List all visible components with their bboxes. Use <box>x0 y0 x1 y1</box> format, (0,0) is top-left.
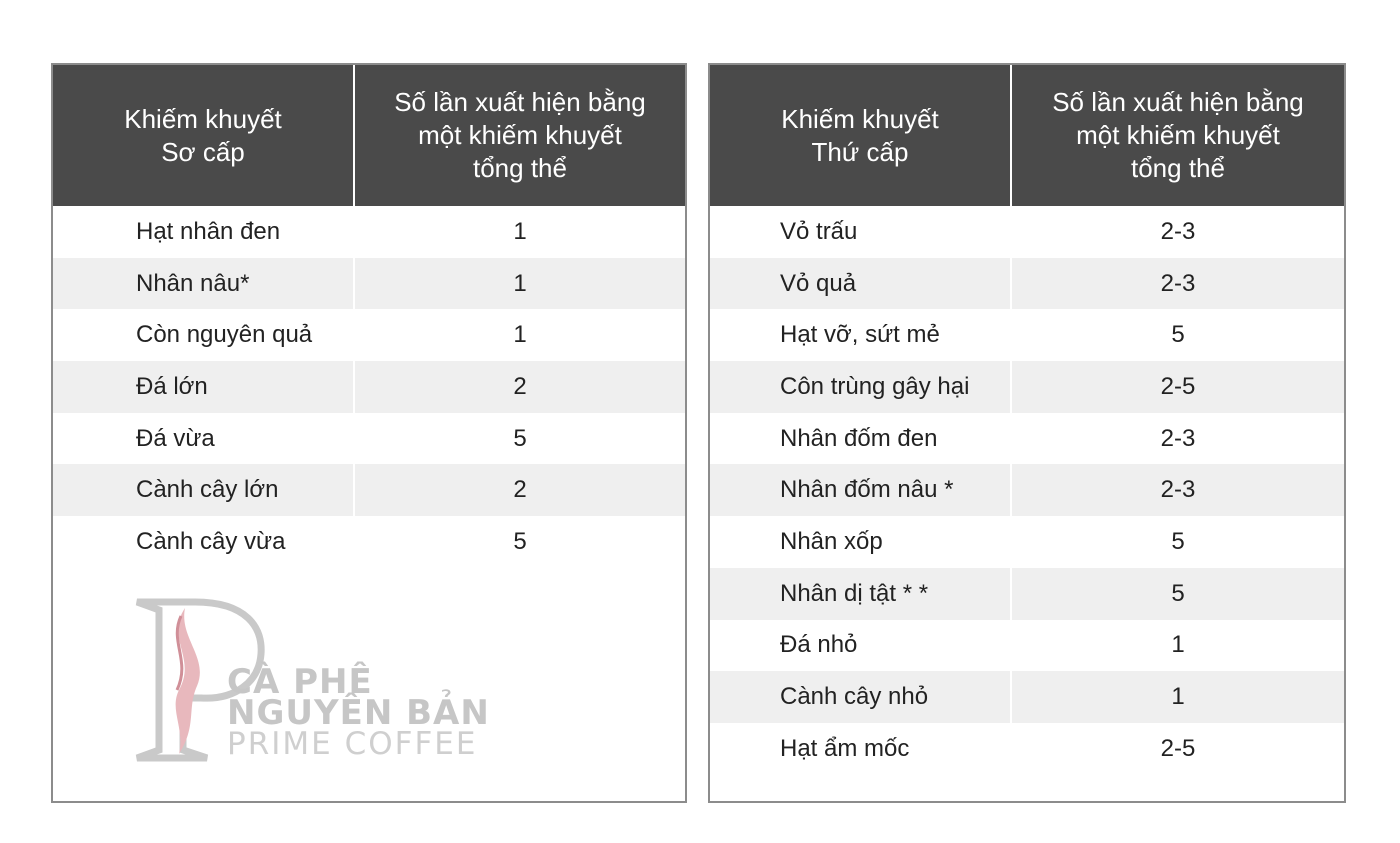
header-defect-primary: Khiếm khuyết Sơ cấp <box>53 65 355 206</box>
defect-count-cell: 2-3 <box>1160 269 1196 297</box>
defect-name-cell: Vỏ quả <box>710 258 1012 310</box>
defect-count-cell: 1 <box>513 217 527 245</box>
defect-count-cell: 2 <box>513 372 527 400</box>
defect-name-cell: Cành cây nhỏ <box>710 671 1012 723</box>
table-row <box>53 516 685 568</box>
table-row <box>53 361 685 413</box>
defect-name-cell: Đá lớn <box>53 361 355 413</box>
defect-count-cell: 1 <box>513 321 527 349</box>
table-row <box>710 258 1344 310</box>
secondary-defects-table <box>708 63 1346 803</box>
table-row <box>53 413 685 465</box>
table-row <box>710 568 1344 620</box>
table-row <box>710 516 1344 568</box>
table-body <box>710 206 1344 775</box>
watermark-line-3: PRIME COFFEE <box>227 726 478 762</box>
header-count: Số lần xuất hiện bằng một khiếm khuyết tổng thể <box>1052 87 1304 183</box>
defect-count-cell: 2-5 <box>1160 734 1196 762</box>
defect-count-cell: 2-3 <box>1160 424 1196 452</box>
prime-coffee-watermark-logo <box>135 598 505 763</box>
table-row <box>710 620 1344 672</box>
defect-name-cell: Đá vừa <box>53 413 355 465</box>
defect-name-cell: Nhân nâu* <box>53 258 355 310</box>
table-row <box>53 258 685 310</box>
defect-name-cell: Cành cây lớn <box>53 464 355 516</box>
defect-name-cell: Nhân đốm nâu * <box>710 464 1012 516</box>
defect-count-cell: 5 <box>1171 579 1185 607</box>
defect-count-cell: 5 <box>1171 527 1185 555</box>
table-row <box>710 361 1344 413</box>
defect-name-cell: Hạt nhân đen <box>53 206 355 258</box>
table-row <box>53 309 685 361</box>
defect-name-cell: Vỏ trấu <box>710 206 1012 258</box>
table-body <box>53 206 685 568</box>
defect-count-cell: 2 <box>513 476 527 504</box>
defect-count-cell: 2-5 <box>1160 372 1196 400</box>
defect-count-cell: 5 <box>1171 321 1185 349</box>
defect-name-cell: Cành cây vừa <box>53 516 355 568</box>
defect-count-cell: 1 <box>1171 683 1185 711</box>
defect-name-cell: Còn nguyên quả <box>53 309 355 361</box>
table-row <box>710 413 1344 465</box>
defect-count-cell: 2-3 <box>1160 476 1196 504</box>
table-row <box>710 671 1344 723</box>
watermark-line-1: CÀ PHÊ <box>227 662 373 702</box>
defect-name-cell: Côn trùng gây hại <box>710 361 1012 413</box>
defect-count-cell: 1 <box>1171 631 1185 659</box>
defect-name-cell: Nhân xốp <box>710 516 1012 568</box>
defect-name-cell: Nhân đốm đen <box>710 413 1012 465</box>
defect-name-cell: Hạt ẩm mốc <box>710 723 1012 775</box>
defect-count-cell: 5 <box>513 424 527 452</box>
watermark-line-2: NGUYÊN BẢN <box>227 693 490 733</box>
table-row <box>710 723 1344 775</box>
defect-name-cell: Hạt vỡ, sứt mẻ <box>710 309 1012 361</box>
table-row <box>53 464 685 516</box>
table-row <box>710 309 1344 361</box>
defect-count-cell: 2-3 <box>1160 217 1196 245</box>
header-count: Số lần xuất hiện bằng một khiếm khuyết tổng thể <box>394 87 646 183</box>
table-row <box>53 206 685 258</box>
defect-count-cell: 5 <box>513 527 527 555</box>
header-defect-secondary: Khiếm khuyết Thứ cấp <box>710 65 1012 206</box>
table-row <box>710 464 1344 516</box>
table-row <box>710 206 1344 258</box>
defect-count-cell: 1 <box>513 269 527 297</box>
defect-name-cell: Nhân dị tật * * <box>710 568 1012 620</box>
table-header <box>53 65 685 206</box>
table-header <box>710 65 1344 206</box>
defect-name-cell: Đá nhỏ <box>710 620 1012 672</box>
